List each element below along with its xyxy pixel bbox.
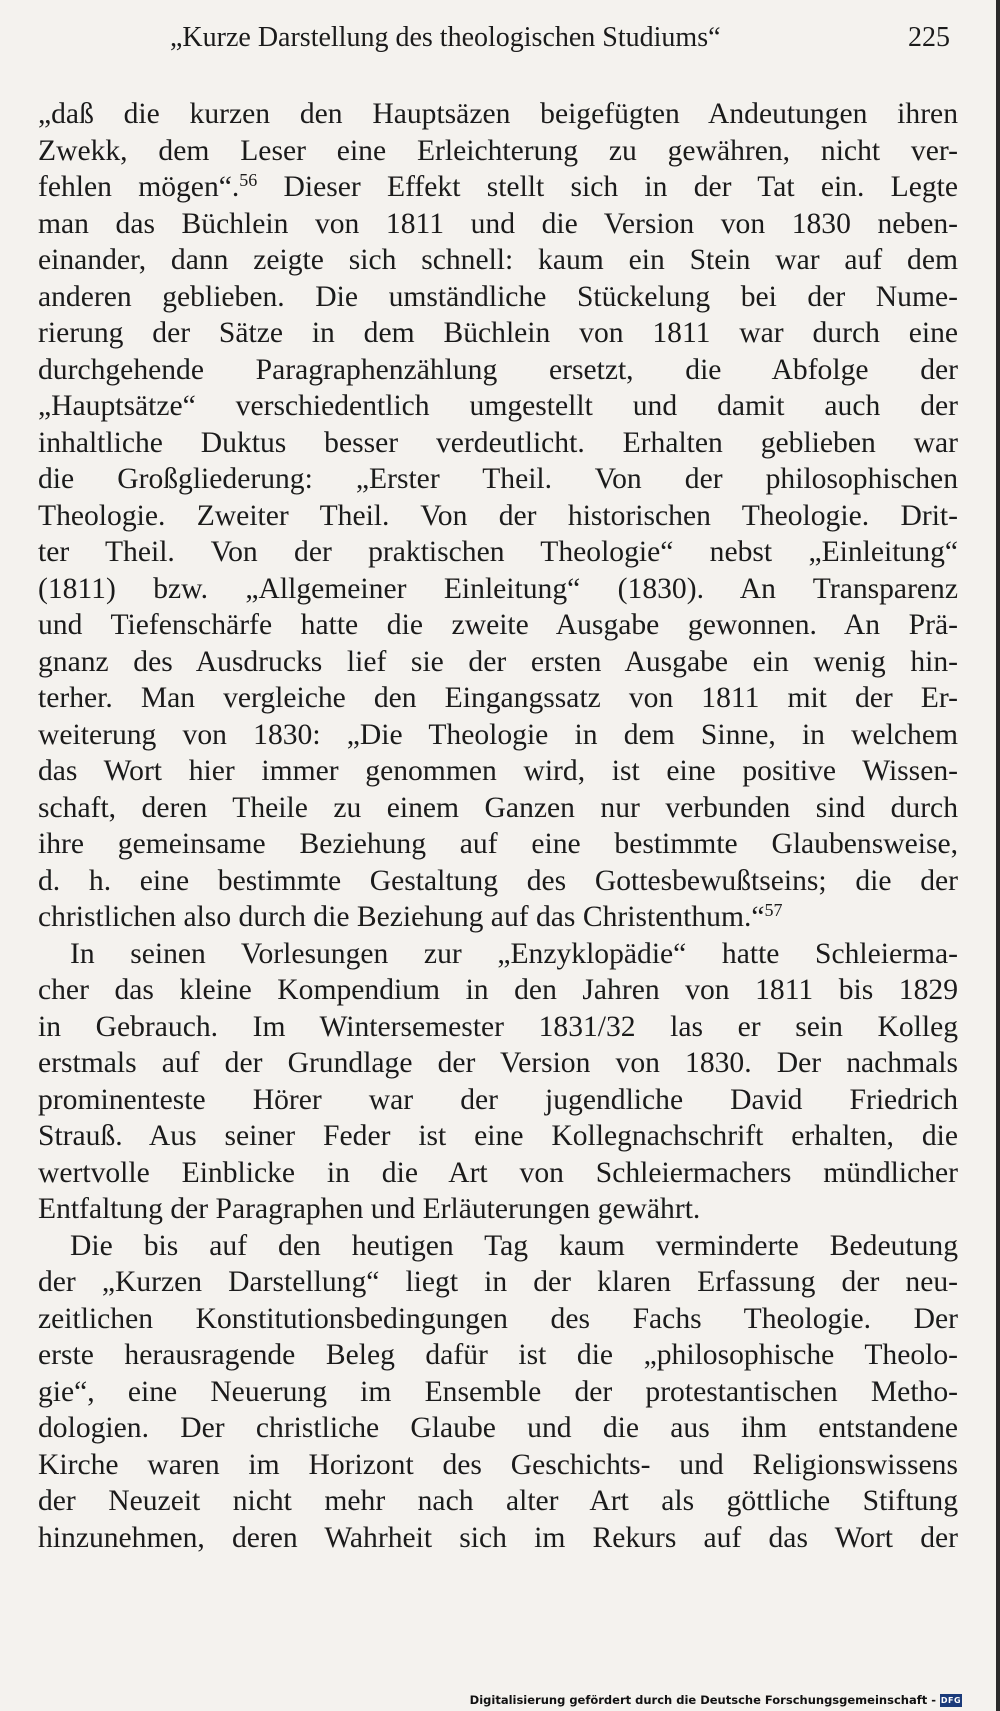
text-line: die Großgliederung: „Erster Theil. Von der philosophischen (38, 463, 958, 495)
text-line: und Tiefenschärfe hatte die zweite Ausgabe gewonnen. An Prä- (38, 609, 958, 641)
text-line: ter Theil. Von der praktischen Theologie“ nebst „Einleitung“ (38, 536, 958, 568)
footnote-ref-56: 56 (239, 170, 258, 190)
text-line: schaft, deren Theile zu einem Ganzen nur verbunden sind durch (38, 791, 958, 824)
text-line: das Wort hier immer genommen wird, ist eine positive Wissen- (38, 755, 958, 787)
text-fragment: christlichen also durch die Beziehung auf das Christenthum.“ (38, 901, 765, 933)
text-line: in Gebrauch. Im Wintersemester 1831/32 las er sein Kolleg (38, 1010, 958, 1043)
text-line: Strauß. Aus seiner Feder ist eine Kollegnachschrift erhalten, die (38, 1120, 958, 1152)
text-line (38, 899, 958, 936)
text-line: ihre gemeinsame Beziehung auf eine bestimmte Glaubensweise, (38, 828, 958, 860)
text-line: hinzunehmen, deren Wahrheit sich im Rekurs auf das Wort der (38, 1521, 958, 1554)
text-line: inhaltliche Duktus besser verdeutlicht. Erhalten geblieben war (38, 426, 958, 459)
text-line: Kirche waren im Horizont des Geschichts- und Religionswissens (38, 1448, 958, 1481)
text-line: prominenteste Hörer war der jugendliche David Friedrich (38, 1083, 958, 1116)
text-line: anderen geblieben. Die umständliche Stückelung bei der Nume- (38, 280, 958, 313)
text-line: Die bis auf den heutigen Tag kaum verminderte Bedeutung (70, 1229, 958, 1262)
text-line: Entfaltung der Paragraphen und Erläuterungen gewährt. (38, 1193, 701, 1225)
credit-text: Digitalisierung gefördert durch die Deutsche Forschungsgemeinschaft - (469, 1693, 936, 1707)
paragraph-2 (38, 936, 958, 1228)
paragraph-3 (38, 1228, 958, 1557)
text-line: (1811) bzw. „Allgemeiner Einleitung“ (1830). An Transparenz (38, 572, 958, 605)
dfg-logo-icon: DFG (940, 1695, 962, 1705)
text-line: man das Büchlein von 1811 und die Version von 1830 neben- (38, 207, 958, 240)
scan-edge (996, 0, 1000, 1711)
text-line: wertvolle Einblicke in die Art von Schleiermachers mündlicher (38, 1156, 958, 1189)
text-line: d. h. eine bestimmte Gestaltung des Gottesbewußtseins; die der (38, 864, 958, 897)
text-fragment: Dieser Effekt stellt sich in der Tat ein. Legte (257, 171, 958, 203)
text-line: Theologie. Zweiter Theil. Von der historischen Theologie. Drit- (38, 499, 958, 532)
text-line: In seinen Vorlesungen zur „Enzyklopädie“ hatte Schleierma- (70, 937, 958, 970)
text-line: gie“, eine Neuerung im Ensemble der protestantischen Metho- (38, 1375, 958, 1408)
text-line (38, 169, 958, 206)
footnote-ref-57: 57 (764, 900, 783, 920)
text-line: „Hauptsätze“ verschiedentlich umgestellt und damit auch der (38, 390, 958, 422)
text-line: rierung der Sätze in dem Büchlein von 1811 war durch eine (38, 317, 958, 349)
paragraph-1 (38, 96, 958, 936)
running-title: „Kurze Darstellung des theologischen Studiums“ (170, 22, 721, 53)
text-line: „daß die kurzen den Hauptsäzen beigefügten Andeutungen ihren (38, 98, 958, 130)
text-line: erstmals auf der Grundlage der Version von 1830. Der nachmals (38, 1047, 958, 1079)
text-line: zeitlichen Konstitutionsbedingungen des Fachs Theologie. Der (38, 1302, 958, 1335)
text-line: cher das kleine Kompendium in den Jahren von 1811 bis 1829 (38, 974, 958, 1006)
text-fragment: fehlen mögen“. (38, 171, 240, 203)
text-line: gnanz des Ausdrucks lief sie der ersten Ausgabe ein wenig hin- (38, 645, 958, 678)
body-text (38, 96, 958, 1556)
text-line: dologien. Der christliche Glaube und die aus ihm entstandene (38, 1412, 958, 1444)
text-line: der Neuzeit nicht mehr nach alter Art als göttliche Stiftung (38, 1485, 958, 1517)
text-line: Zwekk, dem Leser eine Erleichterung zu gewähren, nicht ver- (38, 134, 958, 167)
page-number: 225 (908, 22, 950, 53)
running-head (170, 22, 950, 62)
text-line: durchgehende Paragraphenzählung ersetzt, die Abfolge der (38, 353, 958, 386)
text-line: erste herausragende Beleg dafür ist die „philosophische Theolo- (38, 1339, 958, 1371)
text-line: einander, dann zeigte sich schnell: kaum ein Stein war auf dem (38, 244, 958, 276)
digitization-credit (470, 1693, 962, 1707)
text-line: der „Kurzen Darstellung“ liegt in der klaren Erfassung der neu- (38, 1266, 958, 1298)
text-line: terher. Man vergleiche den Eingangssatz von 1811 mit der Er- (38, 682, 958, 714)
text-line: weiterung von 1830: „Die Theologie in dem Sinne, in welchem (38, 718, 958, 751)
